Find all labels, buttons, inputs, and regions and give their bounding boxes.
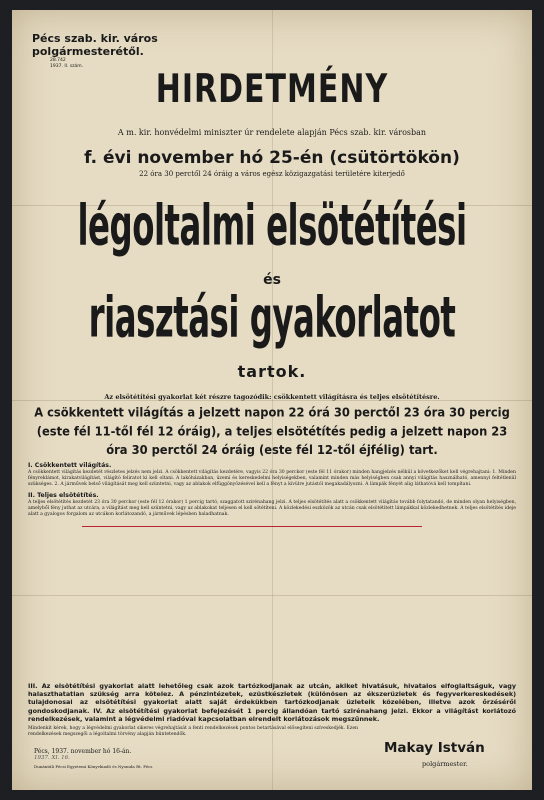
intro-line: Az elsötétítési gyakorlat két részre tagozódik: csökkentett világításra és teljes elsötétítésre. bbox=[104, 393, 440, 401]
closing-paragraph: Mindenkit kérek, hogy a légvédelmi gyakorlat sikeres végrehajtását a fenti rendelkezések pontos betartásával elősegíteni szíveskedjék. Ezen rendelkezések megszegői a légoltalmi törvény alapján büntetendők. bbox=[28, 726, 358, 737]
section-text: A csökkentett világítás kezdetét részletes jelzés nem jelzi. A csökkentett világítás kezdetére, vagyis 22 óra 30 perckor (este fél 11 órakor) minden hangjelzés nélkül a következőket kell végrehajtani: 1. Minden fényreklámot, kirakatvilágítást, világító feliratot ki kell oltani. A lakóházakban, üzemi és kereskedelmi helyiségekben, valamint minden más helyiségben csak annyi világítás használható, amennyi feltétlenül szükséges. 2. A járművek belső világítását meg kell szüntetni, vagy az ablakok elfüggönyözésével kell a fényt a kívülre jutástól megakadályozni. A lámpák fényét alig láthatóvá kell tompítani. bbox=[28, 470, 516, 487]
headline-blackout: légoltalmi elsötétítési bbox=[77, 194, 467, 259]
regulations-body bbox=[28, 462, 516, 517]
signer-title: polgármester. bbox=[422, 760, 468, 768]
section-heading: I. Csökkentett világítás. bbox=[28, 462, 112, 469]
conjunction: és bbox=[263, 272, 281, 288]
place-date: Pécs, 1937. november hó 16-án. bbox=[34, 748, 132, 755]
poster bbox=[12, 10, 532, 790]
event-date: f. évi november hó 25-én (csütörtökön) bbox=[84, 148, 460, 168]
announcement: A csökkentett világítás a jelzett napon 22 órá 30 perctől 23 óra 30 percig (este fél 11-től fél 12 óráig), a teljes elsötétítés pedig a jelzett napon 23 óra 30 perctől 24 óráig (este fél 12-től éjfélig) tart. bbox=[34, 404, 510, 458]
issuing-authority: Pécs szab. kir. város polgármesterétől. bbox=[32, 32, 158, 58]
signer-name: Makay István bbox=[384, 740, 485, 756]
tartok: tartok. bbox=[237, 362, 307, 381]
section-text: A teljes elsötétítés kezdetét 23 óra 30 perckor (este fél 12 órakor) 1 percig tartó, szaggatott szirénahang jelzi. A teljes elsötétítés alatt a csökkentett világítás tovább folytatandó, de minden olyan helyiségben, amelyből fény juthat az utcára, a világítást meg kell szüntetni, vagy az ablakokat teljesen el kell sötétíteni. A közlekedési eszközök az utcán csak elsötétített lámpákkal közlekedhetnek. A teljes elsötétítés ideje alatt a gyalogos forgalom az utcákon korlátozandó, a járművek lépésben haladhatnak. bbox=[28, 499, 516, 517]
section-heading: II. Teljes elsötétítés. bbox=[28, 491, 99, 499]
printer-credit: Dunántúli Pécsi Egyetemi Könyvkiadó és Nyomda Rt. Pécs bbox=[34, 764, 153, 769]
handwritten-note: 1937. XI. 16. bbox=[34, 755, 70, 761]
subline: A m. kir. honvédelmi miniszter úr rendelete alapján Pécs szab. kir. városban bbox=[117, 128, 427, 137]
poster-title: HIRDETMÉNY bbox=[155, 66, 389, 113]
time-range: 22 óra 30 perctől 24 óráig a város egész közigazgatási területére kiterjedő bbox=[139, 170, 405, 178]
headline-alarm: riasztási gyakorlatot bbox=[88, 286, 456, 351]
bold-paragraph: III. Az elsötétítési gyakorlat alatt lehetőleg csak azok tartózkodjanak az utcán, akiket hivatásuk, hivatalos elfoglaltságuk, vagy halaszthatatlan szükség arra kötelez. A pénzintézetek, ezüstkészletek (különösen az ékszerüzletek és fegyverkereskedések) tulajdonosai az elsötétítési gyakorlat alatt saját érdekükben tartózkodjanak üzleteik közelében, illetve azok őrzéséről gondoskodjanak. IV. Az elsötétítési gyakorlat befejezését 1 percig állandóan tartó szirénahang jelzi. Ekkor a világítást korlátozó rendelkezések, valamint a légvédelmi riadóval kapcsolatban elrendelt korlátozások megszűnnek. bbox=[28, 682, 516, 723]
red-underline bbox=[82, 526, 422, 527]
reference-number: 28.742 1937. II. szám. bbox=[50, 58, 84, 69]
